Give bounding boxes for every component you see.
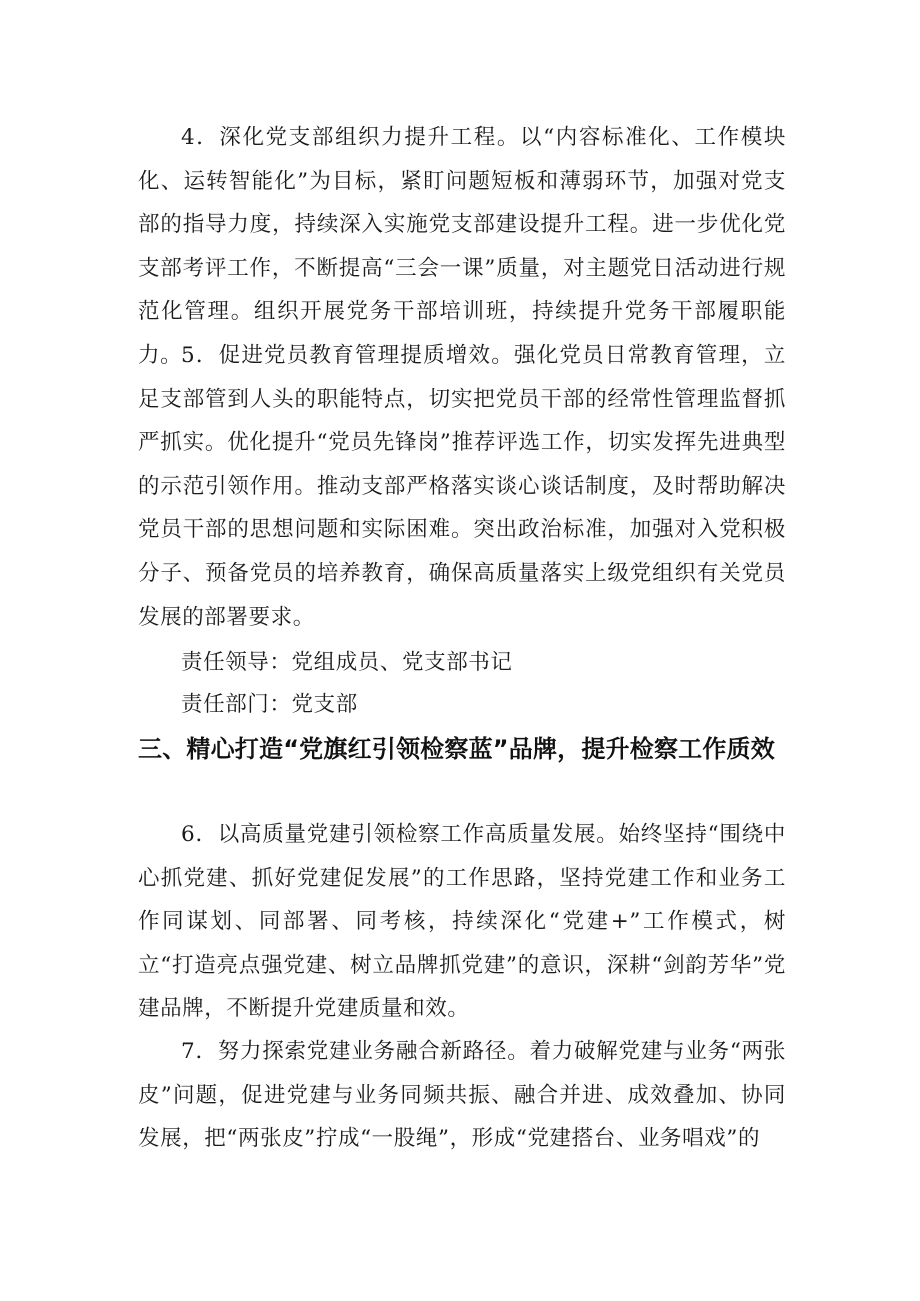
- paragraph-4: 4．深化党支部组织力提升工程。以“内容标准化、工作模块化、运转智能化”为目标，紧盯问题短板和薄弱环节，加强对党支部的指导力度，持续深入实施党支部建设提升工程。进一步优化党支部考评工作，不断提高“三会一课”质量，对主题党日活动进行规范化管理。组织开展党务干部培训班，持续提升党务干部履职能力。: [138, 125, 786, 368]
- section-heading-3: 三、精心打造“党旗红引领检察蓝”品牌，提升检察工作质效: [138, 735, 775, 763]
- responsible-department: 责任部门：党支部: [181, 692, 358, 717]
- paragraph-5: 5．促进党员教育管理提质增效。强化党员日常教育管理，立足支部管到人头的职能特点，切实把党员干部的经常性管理监督抓严抓实。优化提升“党员先锋岗”推荐评选工作，切实发挥先进典型的示范引领作用。推动支部严格落实谈心谈话制度，及时帮助解决党员干部的思想问题和实际困难。突出政治标准，加强对入党积极分子、预备党员的培养教育，确保高质量落实上级党组织有关党员发展的部署要求。: [138, 343, 786, 630]
- paragraph-6: 6．以高质量党建引领检察工作高质量发展。始终坚持“围绕中心抓党建、抓好党建促发展”的工作思路，坚持党建工作和业务工作同谋划、同部署、同考核，持续深化“党建+”工作模式，树立“打造亮点强党建、树立品牌抓党建”的意识，深耕“剑韵芳华”党建品牌，不断提升党建质量和效。: [138, 822, 786, 1022]
- paragraph-7: 7．努力探索党建业务融合新路径。着力破解党建与业务“两张皮”问题，促进党建与业务同频共振、融合并进、成效叠加、协同发展，把“两张皮”拧成“一股绳”，形成“党建搭台、业务唱戏”的: [138, 1039, 786, 1152]
- responsible-leader: 责任领导：党组成员、党支部书记: [181, 650, 513, 675]
